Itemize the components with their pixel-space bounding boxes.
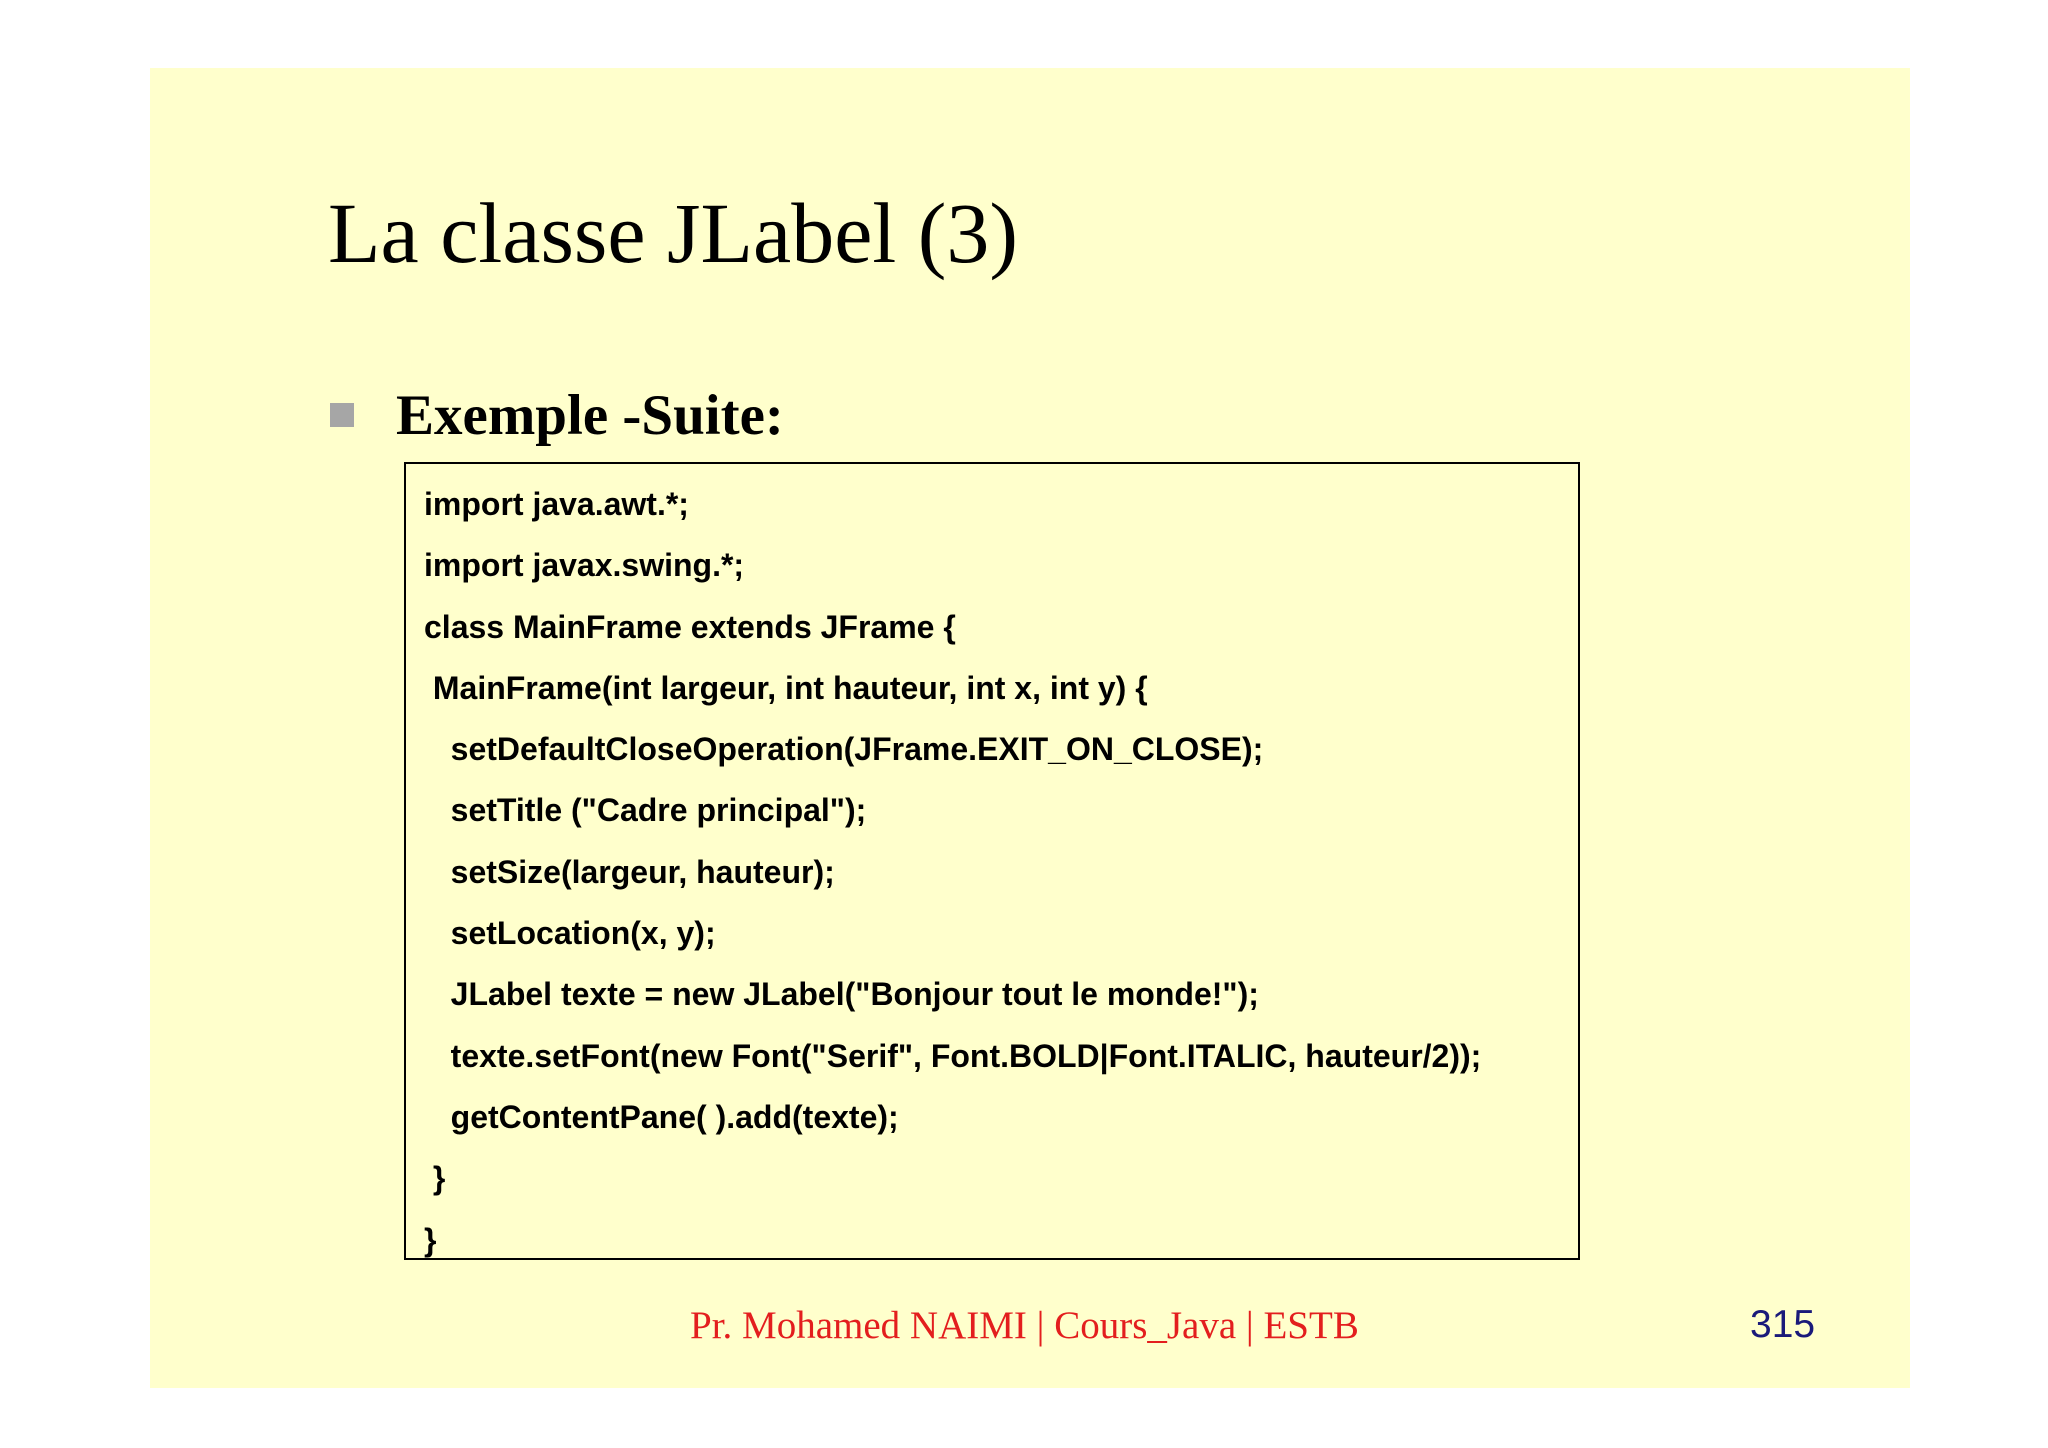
- bullet-item: [330, 380, 784, 450]
- bullet-text: Exemple -Suite:: [396, 383, 784, 447]
- code-line: import java.awt.*;: [424, 486, 689, 522]
- code-line: setLocation(x, y);: [424, 915, 716, 952]
- code-line: setTitle ("Cadre principal");: [424, 792, 867, 829]
- code-block: [404, 462, 1580, 1260]
- code-line: setDefaultCloseOperation(JFrame.EXIT_ON_CLOSE);: [424, 731, 1264, 768]
- code-line: import javax.swing.*;: [424, 547, 745, 584]
- slide-title: La classe JLabel (3): [328, 185, 1019, 281]
- code-line: class MainFrame extends JFrame {: [424, 608, 956, 645]
- code-line: }: [424, 1160, 446, 1197]
- code-line: MainFrame(int largeur, int hauteur, int x, int y) {: [424, 669, 1148, 706]
- code-line: texte.setFont(new Font("Serif", Font.BOLD|Font.ITALIC, hauteur/2));: [424, 1037, 1482, 1074]
- code-line: getContentPane( ).add(texte);: [424, 1098, 899, 1135]
- code-line: JLabel texte = new JLabel("Bonjour tout le monde!");: [424, 976, 1259, 1013]
- code-line: }: [424, 1221, 437, 1258]
- code-line: setSize(largeur, hauteur);: [424, 853, 835, 890]
- slide-footer: Pr. Mohamed NAIMI | Cours_Java | ESTB: [690, 1304, 1359, 1347]
- slide: [150, 68, 1910, 1388]
- square-bullet-icon: [330, 403, 354, 427]
- page-number: 315: [1750, 1303, 1816, 1346]
